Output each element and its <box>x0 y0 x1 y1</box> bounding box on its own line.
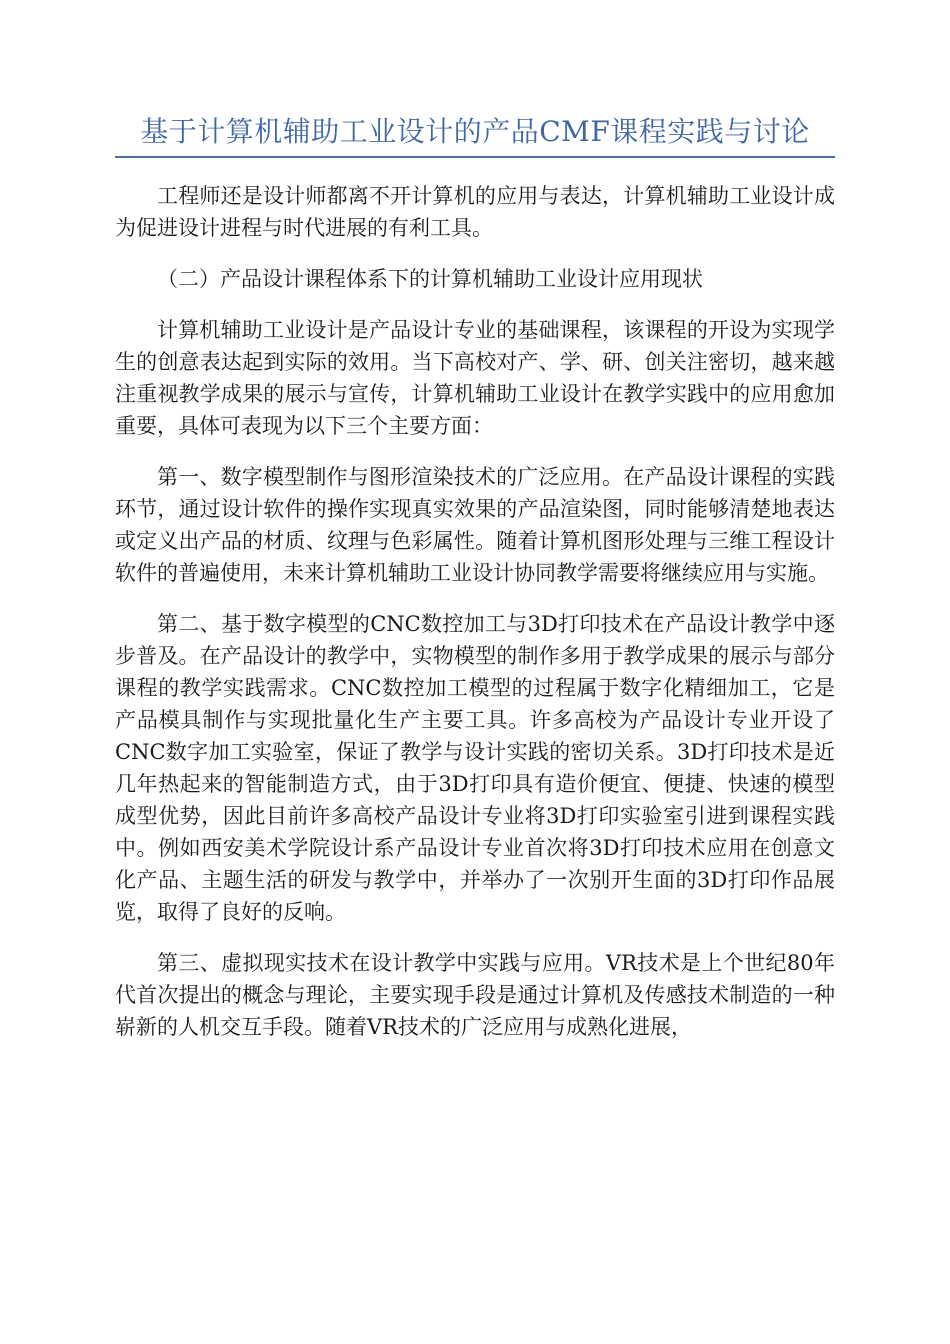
paragraph-point-one: 第一、数字模型制作与图形渲染技术的广泛应用。在产品设计课程的实践环节，通过设计软件的操作实现真实效果的产品渲染图，同时能够清楚地表达或定义出产品的材质、纹理与色彩属性。随着计算机图形处理与三维工程设计软件的普遍使用，未来计算机辅助工业设计协同教学需要将继续应用与实施。 <box>115 465 835 585</box>
title-block <box>115 112 835 158</box>
document-title: 基于计算机辅助工业设计的产品CMF课程实践与讨论 <box>140 115 810 148</box>
paragraph-point-three: 第三、虚拟现实技术在设计教学中实践与应用。VR技术是上个世纪80年代首次提出的概念与理论，主要实现手段是通过计算机及传感技术制造的一种崭新的人机交互手段。随着VR技术的广泛应用与成熟化进展， <box>115 951 835 1039</box>
paragraph-point-two: 第二、基于数字模型的CNC数控加工与3D打印技术在产品设计教学中逐步普及。在产品设计的教学中，实物模型的制作多用于教学成果的展示与部分课程的教学实践需求。CNC数控加工模型的过程属于数字化精细加工，它是产品模具制作与实现批量化生产主要工具。许多高校为产品设计专业开设了CNC数字加工实验室，保证了教学与设计实践的密切关系。3D打印技术是近几年热起来的智能制造方式，由于3D打印具有造价便宜、便捷、快速的模型成型优势，因此目前许多高校产品设计专业将3D打印实验室引进到课程实践中。例如西安美术学院设计系产品设计专业首次将3D打印技术应用在创意文化产品、主题生活的研发与教学中，并举办了一次别开生面的3D打印作品展览，取得了良好的反响。 <box>115 612 835 924</box>
paragraph-overview: 计算机辅助工业设计是产品设计专业的基础课程，该课程的开设为实现学生的创意表达起到实际的效用。当下高校对产、学、研、创关注密切，越来越注重视教学成果的展示与宣传，计算机辅助工业设计在教学实践中的应用愈加重要，具体可表现为以下三个主要方面： <box>115 318 835 438</box>
section-heading: （二）产品设计课程体系下的计算机辅助工业设计应用现状 <box>157 267 703 291</box>
document-body <box>115 170 835 1043</box>
paragraph-intro: 工程师还是设计师都离不开计算机的应用与表达，计算机辅助工业设计成为促进设计进程与时代进展的有利工具。 <box>115 184 835 240</box>
